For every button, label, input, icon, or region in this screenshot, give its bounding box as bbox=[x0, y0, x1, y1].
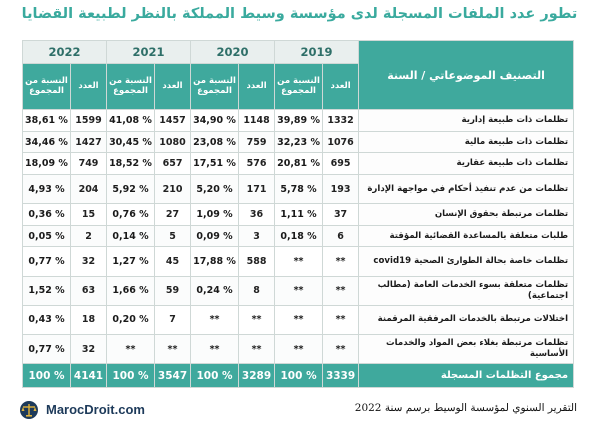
count-cell-2021: 657 bbox=[155, 153, 191, 175]
pct-cell-2022: 34,46 % bbox=[23, 131, 71, 153]
count-cell-2022: 1599 bbox=[71, 110, 107, 132]
total-pct-2019: 100 % bbox=[275, 364, 323, 388]
pct-cell-2021: 18,52 % bbox=[107, 153, 155, 175]
pct-cell-2019: 20,81 % bbox=[275, 153, 323, 175]
pct-cell-2021: 1,66 % bbox=[107, 276, 155, 305]
count-cell-2021: 5 bbox=[155, 225, 191, 247]
count-header-2020: العدد bbox=[239, 63, 275, 109]
count-cell-2020: 588 bbox=[239, 247, 275, 276]
source-note: التقرير السنوي لمؤسسة الوسيط برسم سنة 2022 bbox=[354, 402, 577, 414]
pct-cell-2021: 0,76 % bbox=[107, 204, 155, 226]
count-cell-2019: 193 bbox=[323, 175, 359, 204]
count-cell-2022: 1427 bbox=[71, 131, 107, 153]
pct-cell-2022: 1,52 % bbox=[23, 276, 71, 305]
count-cell-2019: 37 bbox=[323, 204, 359, 226]
count-header-2021: العدد bbox=[155, 63, 191, 109]
pct-cell-2022: 38,61 % bbox=[23, 110, 71, 132]
count-cell-2021: 27 bbox=[155, 204, 191, 226]
count-cell-2020: 36 bbox=[239, 204, 275, 226]
pct-cell-2020: 1,09 % bbox=[191, 204, 239, 226]
count-cell-2021: 210 bbox=[155, 175, 191, 204]
count-cell-2020: 8 bbox=[239, 276, 275, 305]
count-cell-2022: 32 bbox=[71, 334, 107, 363]
table-row bbox=[23, 334, 574, 363]
count-cell-2019: 695 bbox=[323, 153, 359, 175]
count-cell-2019: ** bbox=[323, 247, 359, 276]
pct-cell-2021: 5,92 % bbox=[107, 175, 155, 204]
total-count-2020: 3289 bbox=[239, 364, 275, 388]
total-count-2019: 3339 bbox=[323, 364, 359, 388]
total-label: مجموع التظلمات المسجلة bbox=[359, 364, 574, 388]
pct-cell-2022: 0,77 % bbox=[23, 247, 71, 276]
count-cell-2022: 18 bbox=[71, 305, 107, 334]
pct-cell-2021: 30,45 % bbox=[107, 131, 155, 153]
year-2020-header: 2020 bbox=[191, 41, 275, 64]
pct-cell-2020: 34,90 % bbox=[191, 110, 239, 132]
pct-header-2020: النسبة من المجموع bbox=[191, 63, 239, 109]
pct-cell-2019: 1,11 % bbox=[275, 204, 323, 226]
year-header-row bbox=[23, 41, 574, 64]
table-row bbox=[23, 175, 574, 204]
count-cell-2020: ** bbox=[239, 305, 275, 334]
pct-cell-2020: 23,08 % bbox=[191, 131, 239, 153]
year-2019-header: 2019 bbox=[275, 41, 359, 64]
pct-cell-2020: 17,51 % bbox=[191, 153, 239, 175]
table-row bbox=[23, 131, 574, 153]
pct-cell-2020: 0,09 % bbox=[191, 225, 239, 247]
row-label: تظلمات خاصة بحالة الطوارئ الصحية covid19 bbox=[359, 247, 574, 276]
table-row bbox=[23, 305, 574, 334]
pct-header-2019: النسبة من المجموع bbox=[275, 63, 323, 109]
data-table bbox=[22, 40, 574, 388]
pct-cell-2019: 5,78 % bbox=[275, 175, 323, 204]
pct-cell-2022: 0,05 % bbox=[23, 225, 71, 247]
row-label: تظلمات ذات طبيعة عقارية bbox=[359, 153, 574, 175]
pct-cell-2020: 17,88 % bbox=[191, 247, 239, 276]
count-cell-2019: ** bbox=[323, 334, 359, 363]
pct-cell-2021: ** bbox=[107, 334, 155, 363]
pct-cell-2019: ** bbox=[275, 334, 323, 363]
pct-header-2022: النسبة من المجموع bbox=[23, 63, 71, 109]
pct-cell-2019: 39,89 % bbox=[275, 110, 323, 132]
brand-name: MarocDroit.com bbox=[46, 402, 145, 417]
row-label: تظلمات مرتبطة بغلاء بعض المواد والخدمات الأساسية bbox=[359, 334, 574, 363]
count-header-2022: العدد bbox=[71, 63, 107, 109]
total-count-2022: 4141 bbox=[71, 364, 107, 388]
count-cell-2020: 1148 bbox=[239, 110, 275, 132]
pct-cell-2020: ** bbox=[191, 305, 239, 334]
count-cell-2019: 6 bbox=[323, 225, 359, 247]
total-pct-2022: 100 % bbox=[23, 364, 71, 388]
row-label: تظلمات مرتبطة بحقوق الإنسان bbox=[359, 204, 574, 226]
pct-cell-2022: 4,93 % bbox=[23, 175, 71, 204]
count-cell-2020: 3 bbox=[239, 225, 275, 247]
pct-cell-2020: 0,24 % bbox=[191, 276, 239, 305]
page-title: تطور عدد الملفات المسجلة لدى مؤسسة وسيط المملكة بالنظر لطبيعة القضايا bbox=[21, 6, 578, 22]
pct-cell-2020: ** bbox=[191, 334, 239, 363]
row-label: اختلالات مرتبطة بالخدمات المرفقية المرقمنة bbox=[359, 305, 574, 334]
table-row bbox=[23, 247, 574, 276]
count-cell-2020: ** bbox=[239, 334, 275, 363]
count-cell-2020: 576 bbox=[239, 153, 275, 175]
total-row bbox=[23, 364, 574, 388]
pct-cell-2019: 0,18 % bbox=[275, 225, 323, 247]
count-cell-2022: 204 bbox=[71, 175, 107, 204]
row-label: طلبات متعلقة بالمساعدة القضائية المؤقتة bbox=[359, 225, 574, 247]
category-header: التصنيف الموضوعاتي / السنة bbox=[359, 41, 574, 110]
table-row bbox=[23, 225, 574, 247]
total-count-2021: 3547 bbox=[155, 364, 191, 388]
pct-cell-2022: 0,36 % bbox=[23, 204, 71, 226]
count-cell-2020: 171 bbox=[239, 175, 275, 204]
brand-block bbox=[18, 400, 228, 422]
count-cell-2021: ** bbox=[155, 334, 191, 363]
pct-cell-2021: 0,20 % bbox=[107, 305, 155, 334]
count-cell-2021: 59 bbox=[155, 276, 191, 305]
count-cell-2022: 749 bbox=[71, 153, 107, 175]
year-2022-header: 2022 bbox=[23, 41, 107, 64]
total-pct-2020: 100 % bbox=[191, 364, 239, 388]
pct-cell-2022: 0,43 % bbox=[23, 305, 71, 334]
count-cell-2019: 1332 bbox=[323, 110, 359, 132]
count-cell-2021: 1457 bbox=[155, 110, 191, 132]
year-2021-header: 2021 bbox=[107, 41, 191, 64]
pct-cell-2020: 5,20 % bbox=[191, 175, 239, 204]
count-cell-2019: ** bbox=[323, 305, 359, 334]
row-label: تظلمات متعلقة بسوء الخدمات العامة (مطالب اجتماعية) bbox=[359, 276, 574, 305]
count-cell-2019: ** bbox=[323, 276, 359, 305]
row-label: تظلمات من عدم تنفيذ أحكام في مواجهة الإدارة bbox=[359, 175, 574, 204]
count-cell-2021: 1080 bbox=[155, 131, 191, 153]
count-cell-2021: 45 bbox=[155, 247, 191, 276]
pct-cell-2019: ** bbox=[275, 247, 323, 276]
pct-cell-2019: ** bbox=[275, 276, 323, 305]
table-row bbox=[23, 110, 574, 132]
row-label: تظلمات ذات طبيعة مالية bbox=[359, 131, 574, 153]
count-cell-2022: 2 bbox=[71, 225, 107, 247]
table-row bbox=[23, 276, 574, 305]
count-cell-2022: 32 bbox=[71, 247, 107, 276]
pct-cell-2022: 0,77 % bbox=[23, 334, 71, 363]
count-header-2019: العدد bbox=[323, 63, 359, 109]
table-body bbox=[23, 110, 574, 364]
pct-cell-2021: 1,27 % bbox=[107, 247, 155, 276]
total-pct-2021: 100 % bbox=[107, 364, 155, 388]
pct-cell-2022: 18,09 % bbox=[23, 153, 71, 175]
count-cell-2022: 15 bbox=[71, 204, 107, 226]
count-cell-2021: 7 bbox=[155, 305, 191, 334]
count-cell-2019: 1076 bbox=[323, 131, 359, 153]
count-cell-2022: 63 bbox=[71, 276, 107, 305]
row-label: تظلمات ذات طبيعة إدارية bbox=[359, 110, 574, 132]
pct-cell-2019: 32,23 % bbox=[275, 131, 323, 153]
scales-logo-icon bbox=[18, 400, 40, 420]
pct-cell-2021: 0,14 % bbox=[107, 225, 155, 247]
pct-cell-2021: 41,08 % bbox=[107, 110, 155, 132]
count-cell-2020: 759 bbox=[239, 131, 275, 153]
pct-header-2021: النسبة من المجموع bbox=[107, 63, 155, 109]
table-row bbox=[23, 204, 574, 226]
pct-cell-2019: ** bbox=[275, 305, 323, 334]
table-row bbox=[23, 153, 574, 175]
